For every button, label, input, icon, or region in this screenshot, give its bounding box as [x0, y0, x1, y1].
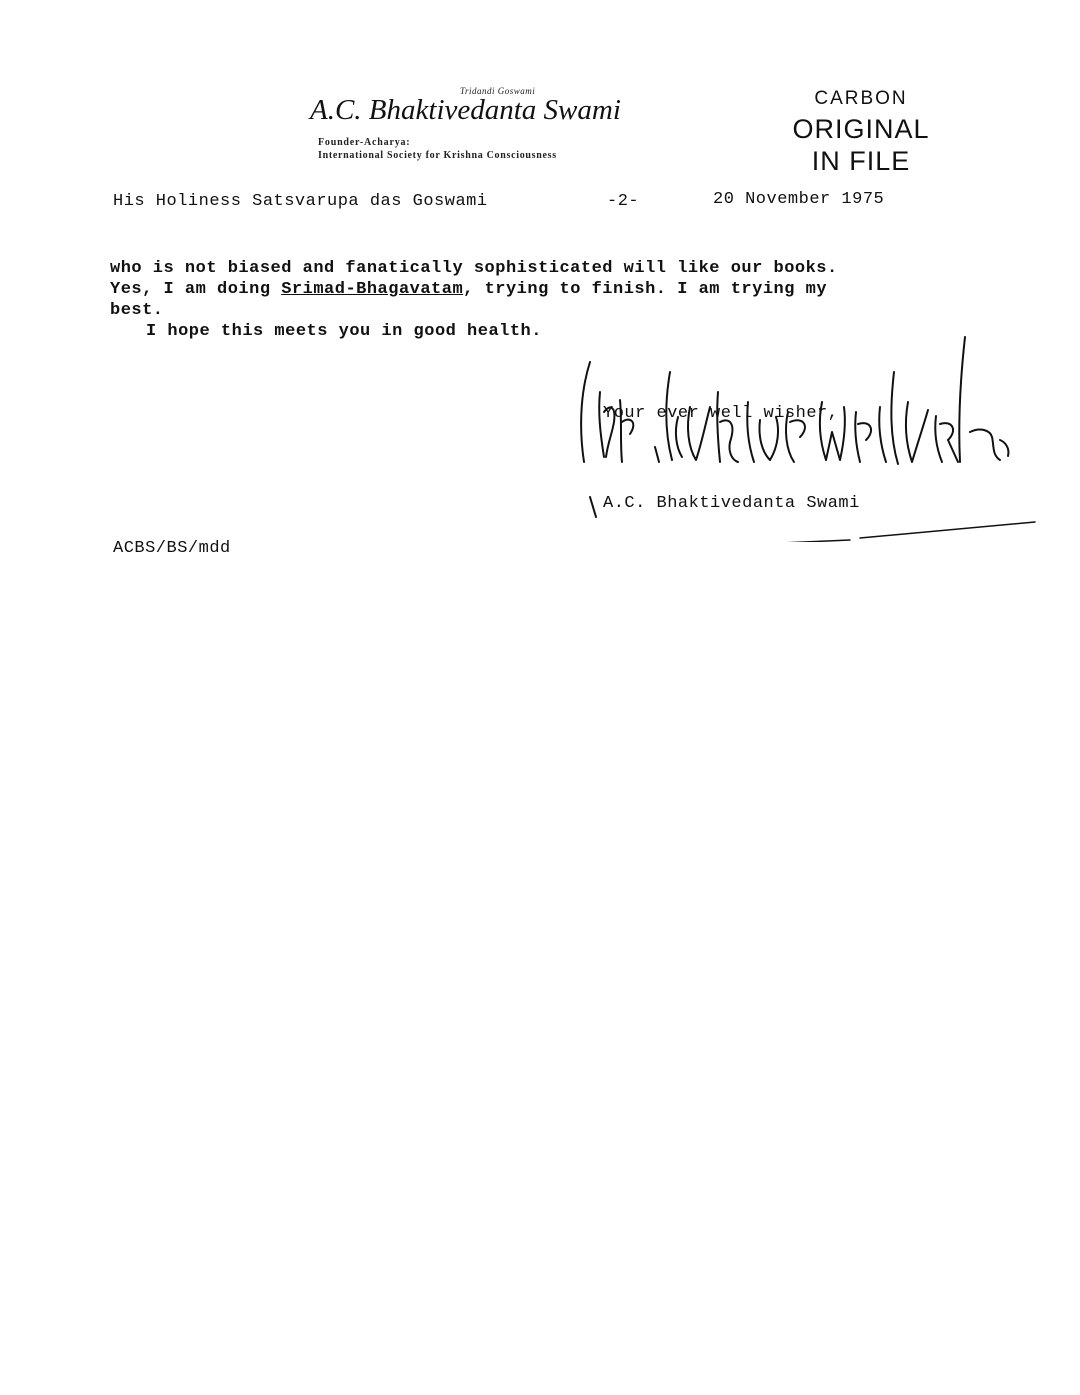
body-line-2-suffix: , trying to finish. I am trying my — [463, 280, 828, 299]
stamp-line-in-file: IN FILE — [811, 146, 911, 176]
body-line-4: I hope this meets you in good health. — [146, 322, 542, 341]
page-number: -2- — [607, 192, 640, 211]
stamp-line-carbon: CARBON — [814, 88, 908, 109]
typed-signature-name: A.C. Bhaktivedanta Swami — [603, 494, 860, 513]
body-line-3: best. — [110, 301, 164, 320]
body-line-2-prefix: Yes, I am doing — [110, 280, 282, 299]
book-title: Srimad-Bhagavatam — [281, 280, 464, 299]
letter-date: 20 November 1975 — [713, 190, 885, 209]
body-line-1: who is not biased and fanatically sophisticated will like our books. — [110, 259, 838, 278]
body-line-2 — [110, 280, 827, 299]
stamp-line-original: ORIGINAL — [792, 114, 930, 144]
letterhead-name: A.C. Bhaktivedanta Swami — [310, 94, 621, 126]
letterhead-small-title: Tridandi Goswami — [460, 86, 536, 96]
reference-initials: ACBS/BS/mdd — [113, 539, 231, 558]
letterhead-role: Founder-Acharya: — [318, 137, 411, 148]
recipient-line: His Holiness Satsvarupa das Goswami — [113, 192, 488, 211]
closing-salutation: Your ever well wisher, — [603, 404, 839, 423]
carbon-stamp — [786, 88, 936, 176]
letterhead-organization: International Society for Krishna Consciousness — [318, 150, 557, 161]
